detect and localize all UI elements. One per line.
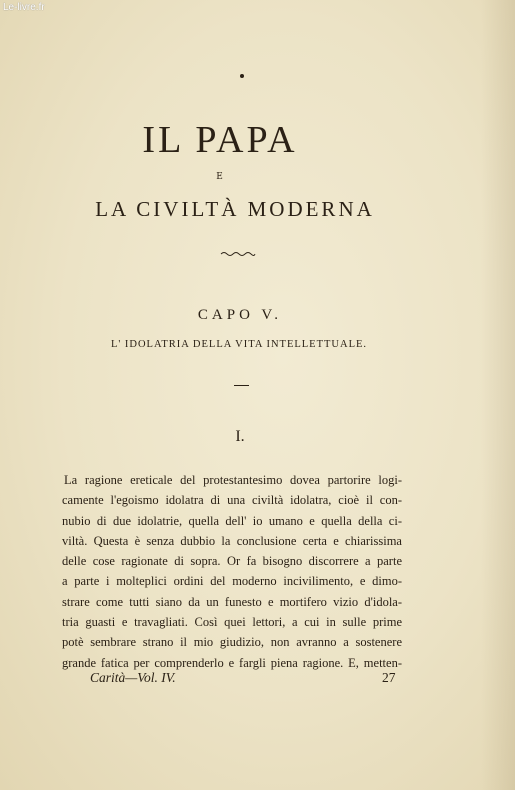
text-line: strare come tutti siano da un funesto e mortifero vizio d'idola-	[62, 594, 402, 609]
section-number: I.	[235, 428, 245, 445]
ornament-dot	[240, 74, 244, 78]
watermark: Le-livre.fr	[3, 2, 45, 13]
decorative-flourish	[220, 250, 256, 258]
page-edge-shadow	[481, 0, 515, 790]
footer-signature: Carità—Vol. IV.	[90, 670, 176, 685]
chapter-subheading: L' IDOLATRIA DELLA VITA INTELLETTUALE.	[110, 339, 368, 350]
chapter-heading: CAPO V.	[197, 307, 283, 323]
text-line: nubio di due idolatrie, quella dell' io umano e quella della ci-	[62, 513, 402, 528]
text-line: camente l'egoismo idolatra di una civiltà idolatra, cioè il con-	[62, 493, 402, 508]
book-subtitle: LA CIVILTÀ MODERNA	[95, 197, 375, 221]
book-title: IL PAPA	[142, 119, 298, 161]
text-line: tria guasti e travagliati. Così quei lettori, a cui in sulle prime	[62, 615, 402, 630]
text-line: delle cose ragionate di sopra. Or fa bisogno discorrere a parte	[62, 554, 402, 569]
text-line: La ragione ereticale del protestantesimo dovea partorire logi-	[64, 473, 402, 487]
section-divider	[234, 385, 249, 386]
text-line: grande fatica per comprenderlo e fargli piena ragione. E, metten-	[62, 655, 402, 670]
body-paragraph	[62, 470, 402, 673]
text-line: a parte i molteplici ordini del moderno incivilimento, e dimo-	[62, 574, 402, 589]
title-conjunction: E	[216, 172, 224, 182]
text-line: potè sembrare strano il mio giudizio, non avranno a sostenere	[62, 635, 402, 650]
page-number: 27	[382, 670, 396, 685]
text-line: viltà. Questa è senza dubbio la conclusione certa e chiarissima	[62, 533, 402, 548]
